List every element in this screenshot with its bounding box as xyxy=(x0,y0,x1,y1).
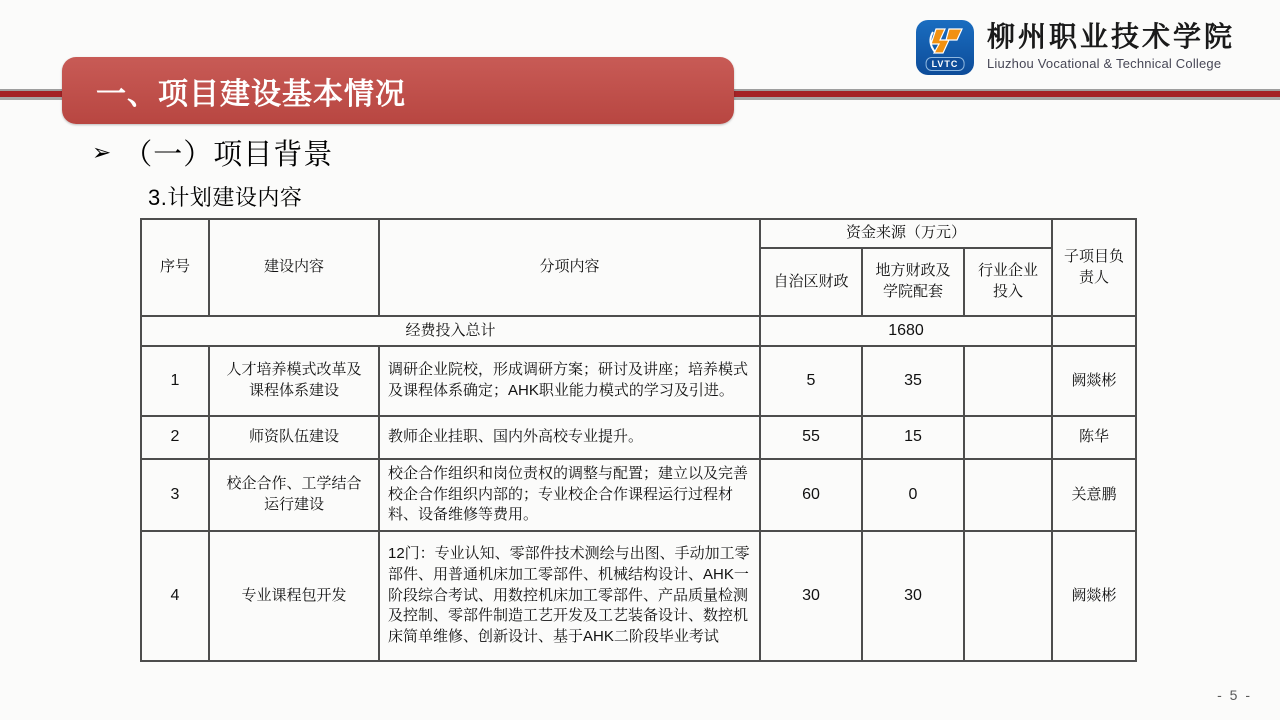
row-owner: 陈华 xyxy=(1052,416,1136,459)
college-name-cn: 柳州职业技术学院 xyxy=(987,20,1236,53)
col-header-funding-group: 资金来源（万元） xyxy=(760,219,1052,248)
lvtc-logo-icon xyxy=(916,20,974,75)
row-owner: 阙燚彬 xyxy=(1052,531,1136,661)
row-region-value: 60 xyxy=(760,459,862,531)
row-region-value: 55 xyxy=(760,416,862,459)
col-header-no: 序号 xyxy=(141,219,209,316)
row-local-value: 30 xyxy=(862,531,964,661)
construction-plan-table xyxy=(140,218,1137,662)
college-name-block xyxy=(987,20,1235,71)
table-row xyxy=(141,416,1136,459)
row-local-value: 0 xyxy=(862,459,964,531)
row-local-value: 15 xyxy=(862,416,964,459)
col-header-region-finance: 自治区财政 xyxy=(760,248,862,316)
row-detail: 12门：专业认知、零部件技术测绘与出图、手动加工零部件、用普通机床加工零部件、机械结构设计、AHK一阶段综合考试、用数控机床加工零部件、产品质量检测及控制、零部件制造工艺开发及工艺装备设计、数控机床简单维修、创新设计、基于AHK二阶段毕业考试 xyxy=(379,531,760,661)
total-row-owner xyxy=(1052,316,1136,346)
arrow-bullet-icon: ➢ xyxy=(92,139,112,165)
row-industry-value xyxy=(964,346,1052,416)
table-header-row-1 xyxy=(141,219,1136,248)
section-heading xyxy=(92,132,333,173)
row-owner: 阙燚彬 xyxy=(1052,346,1136,416)
page-number: - 5 - xyxy=(1217,687,1252,703)
col-header-local-finance: 地方财政及学院配套 xyxy=(862,248,964,316)
section-heading-text: （一）项目背景 xyxy=(123,137,334,171)
lvtc-logo-abbr: LVTC xyxy=(926,57,965,71)
row-industry-value xyxy=(964,459,1052,531)
col-header-industry-invest: 行业企业投入 xyxy=(964,248,1052,316)
row-content: 人才培养模式改革及课程体系建设 xyxy=(209,346,379,416)
row-no: 4 xyxy=(141,531,209,661)
row-industry-value xyxy=(964,531,1052,661)
row-region-value: 30 xyxy=(760,531,862,661)
row-owner: 关意鹏 xyxy=(1052,459,1136,531)
col-header-content: 建设内容 xyxy=(209,219,379,316)
section-banner xyxy=(62,57,734,124)
col-header-owner: 子项目负责人 xyxy=(1052,219,1136,316)
row-region-value: 5 xyxy=(760,346,862,416)
total-row-label: 经费投入总计 xyxy=(141,316,760,346)
table-row xyxy=(141,531,1136,661)
row-no: 1 xyxy=(141,346,209,416)
table-total-row xyxy=(141,316,1136,346)
row-content: 校企合作、工学结合运行建设 xyxy=(209,459,379,531)
row-detail: 调研企业院校，形成调研方案；研讨及讲座；培养模式及课程体系确定；AHK职业能力模式的学习及引进。 xyxy=(379,346,760,416)
table-row xyxy=(141,346,1136,416)
sub-heading: 3.计划建设内容 xyxy=(148,185,303,210)
table-row xyxy=(141,459,1136,531)
row-no: 2 xyxy=(141,416,209,459)
row-local-value: 35 xyxy=(862,346,964,416)
college-logo xyxy=(916,20,1235,75)
row-industry-value xyxy=(964,416,1052,459)
section-banner-title: 一、项目建设基本情况 xyxy=(96,77,406,111)
row-detail: 校企合作组织和岗位责权的调整与配置；建立以及完善校企合作组织内部的；专业校企合作课程运行过程材料、设备维修等费用。 xyxy=(379,459,760,531)
total-row-value: 1680 xyxy=(760,316,1052,346)
college-name-en: Liuzhou Vocational & Technical College xyxy=(987,56,1222,71)
row-detail: 教师企业挂职、国内外高校专业提升。 xyxy=(379,416,760,459)
row-content: 专业课程包开发 xyxy=(209,531,379,661)
col-header-detail: 分项内容 xyxy=(379,219,760,316)
row-content: 师资队伍建设 xyxy=(209,416,379,459)
row-no: 3 xyxy=(141,459,209,531)
